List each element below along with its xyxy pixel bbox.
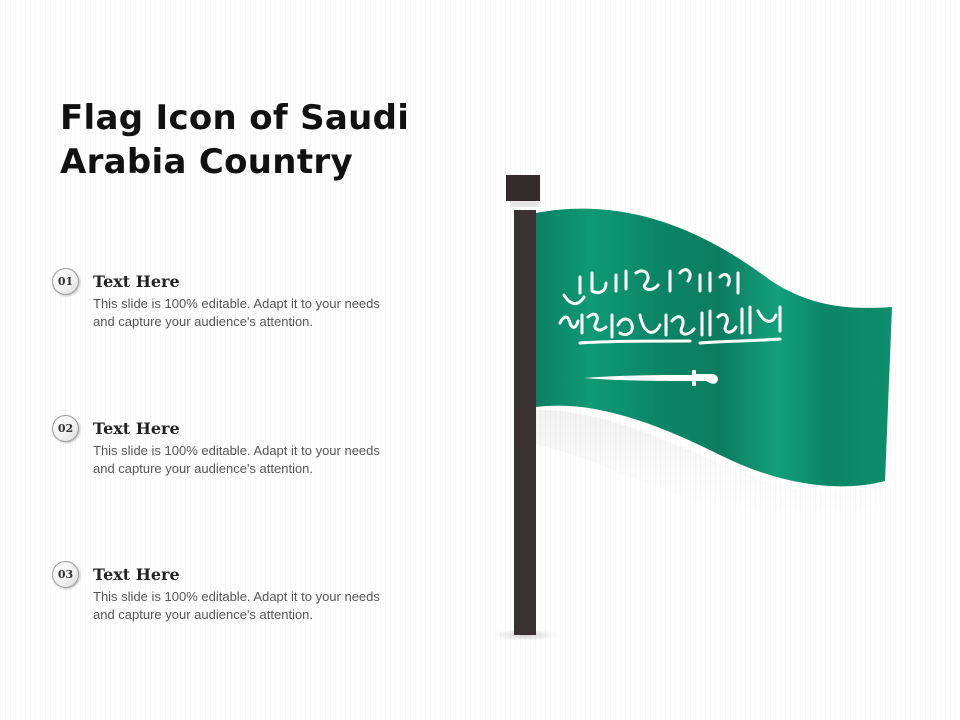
saudi-flag-illustration (480, 165, 910, 650)
flag-pole-icon (506, 175, 540, 635)
item-number-badge: 01 (52, 268, 79, 295)
item-number-badge: 02 (52, 415, 79, 442)
list-item (52, 561, 392, 641)
item-heading: Text Here (93, 565, 180, 584)
item-number-badge: 03 (52, 561, 79, 588)
item-description: This slide is 100% editable. Adapt it to your needs and capture your audience's attention. (93, 296, 380, 329)
item-description: This slide is 100% editable. Adapt it to your needs and capture your audience's attention. (93, 589, 380, 622)
item-heading: Text Here (93, 272, 180, 291)
flag-svg (480, 165, 910, 650)
list-item (52, 268, 392, 348)
item-description: This slide is 100% editable. Adapt it to your needs and capture your audience's attention. (93, 443, 380, 476)
list-item (52, 415, 392, 495)
page-title: Flag Icon of Saudi Arabia Country (60, 98, 410, 182)
item-heading: Text Here (93, 419, 180, 438)
